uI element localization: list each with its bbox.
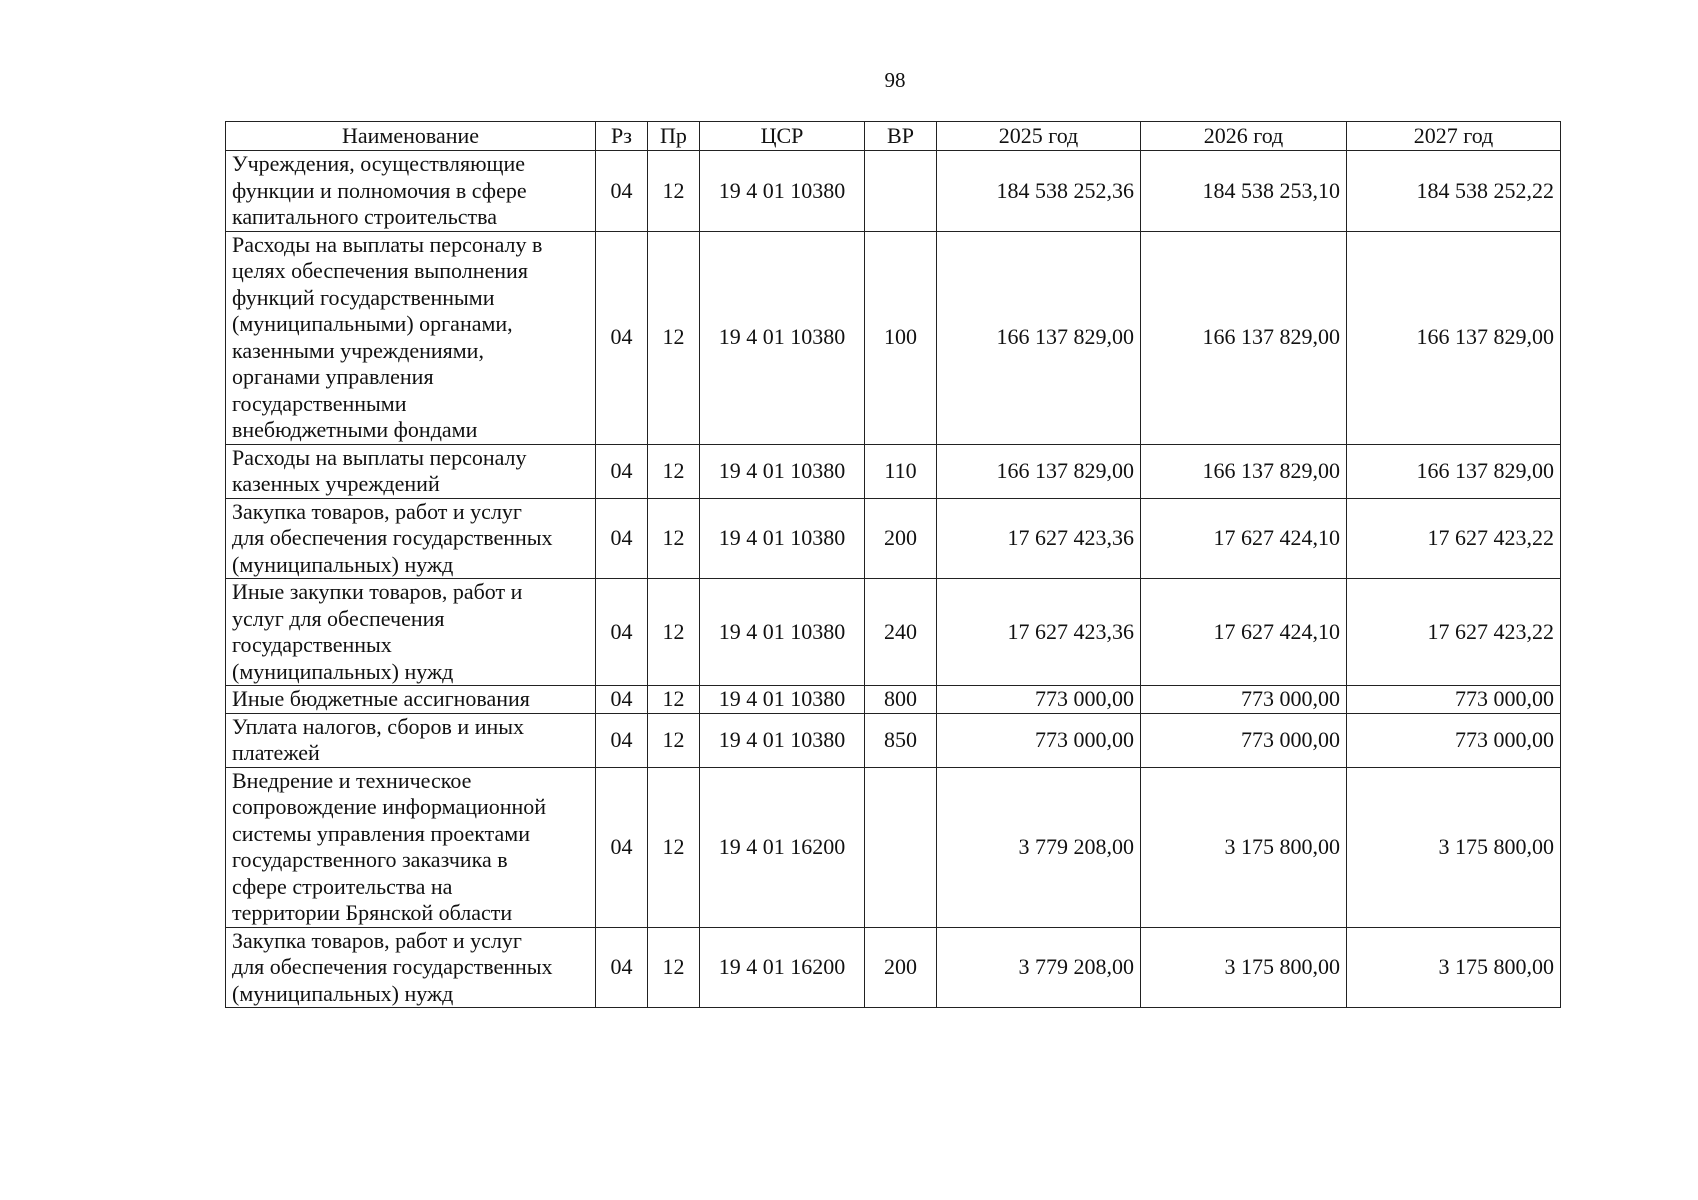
row-name-line: (муниципальных) нужд [232,658,454,684]
row-name [226,151,596,232]
header-vr: ВР [865,122,937,151]
budget-table [225,121,1561,1008]
row-name-line: (муниципальных) нужд [232,551,454,577]
table-body [226,151,1561,1008]
row-amount-2026: 773 000,00 [1141,686,1347,714]
header-2026: 2026 год [1141,122,1347,151]
row-vr: 240 [865,579,937,686]
table-row [226,713,1561,767]
table-row [226,686,1561,714]
table-row [226,231,1561,444]
row-name-line: государственного заказчика в [232,847,508,872]
row-amount-2027: 166 137 829,00 [1347,231,1561,444]
row-name-line: сопровождение информационной [232,794,547,819]
row-amount-2027: 3 175 800,00 [1347,927,1561,1008]
row-name [226,231,596,444]
row-csr: 19 4 01 10380 [700,686,865,714]
header-pr: Пр [648,122,700,151]
row-rz: 04 [596,498,648,579]
header-2027: 2027 год [1347,122,1561,151]
row-rz: 04 [596,686,648,714]
row-vr [865,151,937,232]
row-amount-2026: 184 538 253,10 [1141,151,1347,232]
row-vr: 200 [865,927,937,1008]
row-name-line: Учреждения, осуществляющие [232,151,525,176]
table-row [226,927,1561,1008]
row-vr: 110 [865,444,937,498]
row-amount-2025: 773 000,00 [937,713,1141,767]
row-amount-2026: 166 137 829,00 [1141,231,1347,444]
row-rz: 04 [596,231,648,444]
row-name-line: (муниципальными) органами, [232,311,513,336]
row-name-line: функций государственными [232,284,495,310]
row-amount-2027: 3 175 800,00 [1347,767,1561,927]
row-name-line: Расходы на выплаты персоналу в [232,231,543,257]
row-csr: 19 4 01 10380 [700,151,865,232]
row-name [226,767,596,927]
header-2025: 2025 год [937,122,1141,151]
row-pr: 12 [648,579,700,686]
table-row [226,498,1561,579]
row-amount-2025: 773 000,00 [937,686,1141,714]
row-name-line: территории Брянской области [232,900,513,925]
row-amount-2026: 3 175 800,00 [1141,767,1347,927]
row-name [226,498,596,579]
row-pr: 12 [648,151,700,232]
row-rz: 04 [596,767,648,927]
row-amount-2026: 166 137 829,00 [1141,444,1347,498]
header-name: Наименование [226,122,596,151]
row-name [226,713,596,767]
row-amount-2025: 166 137 829,00 [937,231,1141,444]
row-amount-2027: 184 538 252,22 [1347,151,1561,232]
row-csr: 19 4 01 16200 [700,927,865,1008]
row-amount-2027: 17 627 423,22 [1347,498,1561,579]
row-amount-2026: 17 627 424,10 [1141,498,1347,579]
row-pr: 12 [648,686,700,714]
row-amount-2027: 17 627 423,22 [1347,579,1561,686]
row-name-line: платежей [232,740,320,765]
row-amount-2027: 166 137 829,00 [1347,444,1561,498]
row-csr: 19 4 01 10380 [700,713,865,767]
table-header-row [226,122,1561,151]
row-name [226,927,596,1008]
row-amount-2026: 773 000,00 [1141,713,1347,767]
row-name-line: сфере строительства на [232,873,453,899]
row-name-line: Уплата налогов, сборов и иных [232,713,525,739]
table-row [226,151,1561,232]
row-name-line: для обеспечения государственных [232,954,553,979]
row-csr: 19 4 01 10380 [700,579,865,686]
row-name-line: Внедрение и техническое [232,767,472,793]
table-row [226,444,1561,498]
row-name-line: Расходы на выплаты персоналу [232,444,527,470]
row-name [226,444,596,498]
row-name-line: целях обеспечения выполнения [232,258,528,283]
row-rz: 04 [596,444,648,498]
header-rz: Рз [596,122,648,151]
row-rz: 04 [596,579,648,686]
row-vr: 800 [865,686,937,714]
row-amount-2025: 3 779 208,00 [937,767,1141,927]
row-pr: 12 [648,767,700,927]
row-name-line: системы управления проектами [232,820,530,846]
row-csr: 19 4 01 10380 [700,498,865,579]
row-amount-2026: 3 175 800,00 [1141,927,1347,1008]
row-name-line: государственными [232,390,407,416]
row-name-line: услуг для обеспечения [232,605,445,631]
row-name-line: Закупка товаров, работ и услуг [232,498,522,524]
row-amount-2025: 17 627 423,36 [937,579,1141,686]
row-name-line: казенными учреждениями, [232,337,484,363]
row-name-line: Иные закупки товаров, работ и [232,579,523,604]
table-row [226,767,1561,927]
row-csr: 19 4 01 10380 [700,231,865,444]
row-vr: 200 [865,498,937,579]
row-amount-2026: 17 627 424,10 [1141,579,1347,686]
row-rz: 04 [596,713,648,767]
row-amount-2025: 166 137 829,00 [937,444,1141,498]
row-pr: 12 [648,444,700,498]
row-name [226,686,596,714]
row-name-line: казенных учреждений [232,471,440,496]
row-name-line: (муниципальных) нужд [232,980,454,1006]
row-csr: 19 4 01 10380 [700,444,865,498]
row-name-line: внебюджетными фондами [232,417,478,442]
page-number: 98 [884,68,906,92]
row-amount-2027: 773 000,00 [1347,713,1561,767]
row-name [226,579,596,686]
row-pr: 12 [648,927,700,1008]
row-csr: 19 4 01 16200 [700,767,865,927]
table-row [226,579,1561,686]
row-amount-2027: 773 000,00 [1347,686,1561,714]
row-amount-2025: 184 538 252,36 [937,151,1141,232]
row-name-line: функции и полномочия в сфере [232,177,527,203]
row-pr: 12 [648,231,700,444]
row-vr: 850 [865,713,937,767]
row-vr: 100 [865,231,937,444]
row-amount-2025: 3 779 208,00 [937,927,1141,1008]
row-pr: 12 [648,498,700,579]
row-rz: 04 [596,151,648,232]
row-amount-2025: 17 627 423,36 [937,498,1141,579]
row-vr [865,767,937,927]
row-pr: 12 [648,713,700,767]
row-name-line: Иные бюджетные ассигнования [232,686,530,711]
row-name-line: государственных [232,632,392,657]
row-name-line: для обеспечения государственных [232,525,553,550]
row-name-line: Закупка товаров, работ и услуг [232,927,522,953]
header-csr: ЦСР [700,122,865,151]
row-rz: 04 [596,927,648,1008]
row-name-line: органами управления [232,364,434,389]
row-name-line: капитального строительства [232,204,498,229]
